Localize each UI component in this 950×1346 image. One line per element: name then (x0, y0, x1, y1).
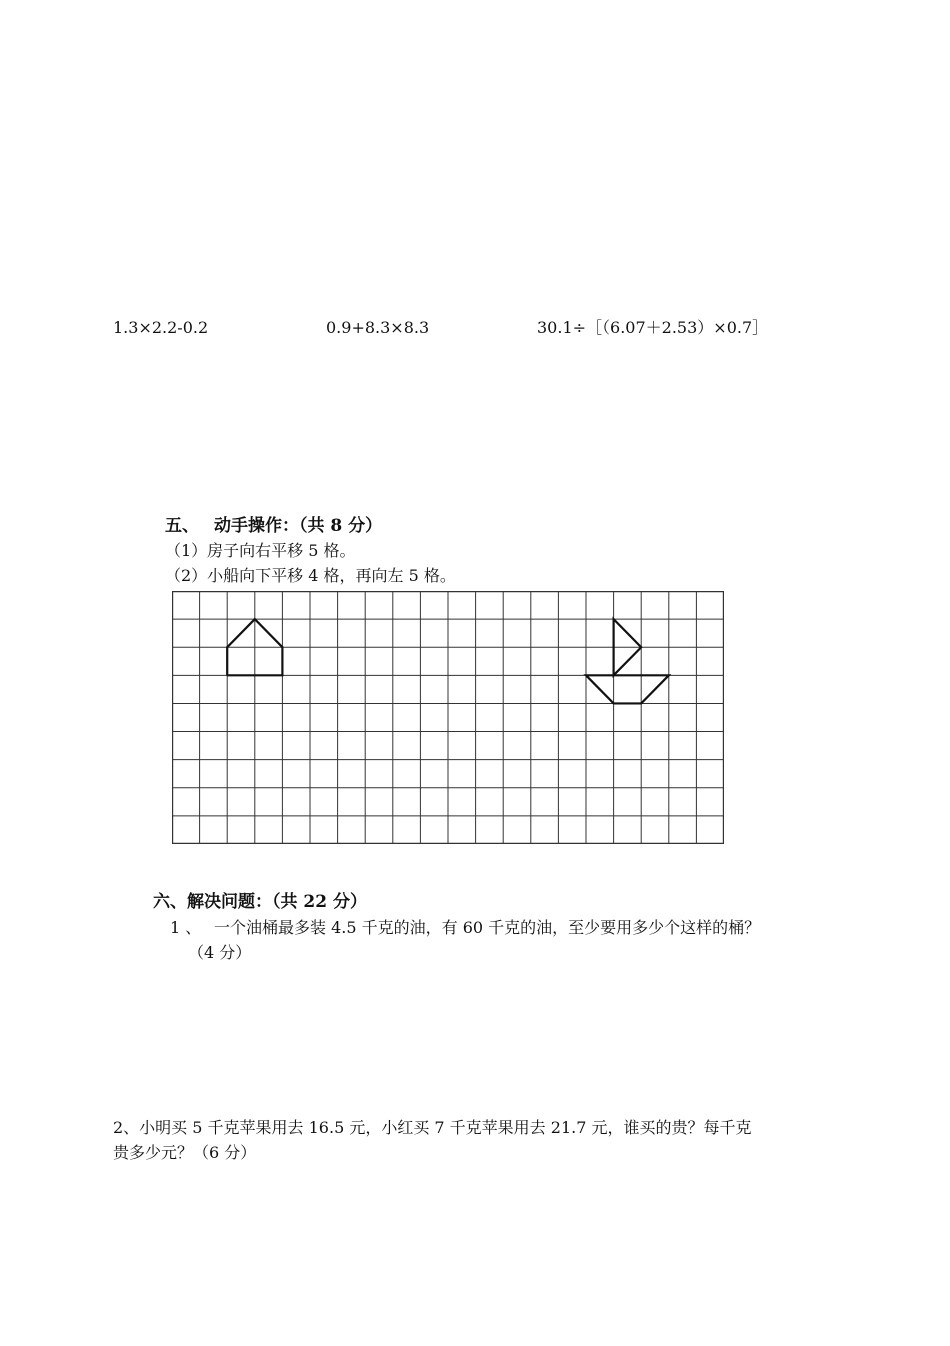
expression-1: 1.3×2.2-0.2 (113, 318, 209, 337)
expression-3: 30.1÷［（6.07＋2.53）×0.7］ (537, 318, 769, 337)
translation-grid (172, 591, 724, 844)
question-2-line-2: 贵多少元？（6 分） (113, 1143, 257, 1162)
section-5-item-2: （2）小船向下平移 4 格，再向左 5 格。 (165, 566, 456, 585)
section-6-title: 六、解决问题：（共 22 分） (153, 892, 367, 912)
grid-lines (172, 591, 724, 844)
boat-hull (586, 675, 669, 703)
grid-svg (172, 591, 724, 844)
section-5-number: 五、 (165, 516, 199, 536)
section-5-item-1: （1）房子向右平移 5 格。 (165, 541, 356, 560)
section-5-title: 动手操作：（共 8 分） (214, 516, 383, 536)
question-2-line-1: 2、小明买 5 千克苹果用去 16.5 元，小红买 7 千克苹果用去 21.7 元，谁买的贵？每千克 (113, 1118, 752, 1137)
boat-shape (586, 619, 669, 703)
expression-2: 0.9+8.3×8.3 (326, 318, 430, 337)
question-1-points: （4 分） (188, 943, 252, 962)
question-1-number: 1 、 (170, 918, 202, 937)
question-1-text: 一个油桶最多装 4.5 千克的油，有 60 千克的油，至少要用多少个这样的桶？ (214, 918, 761, 937)
